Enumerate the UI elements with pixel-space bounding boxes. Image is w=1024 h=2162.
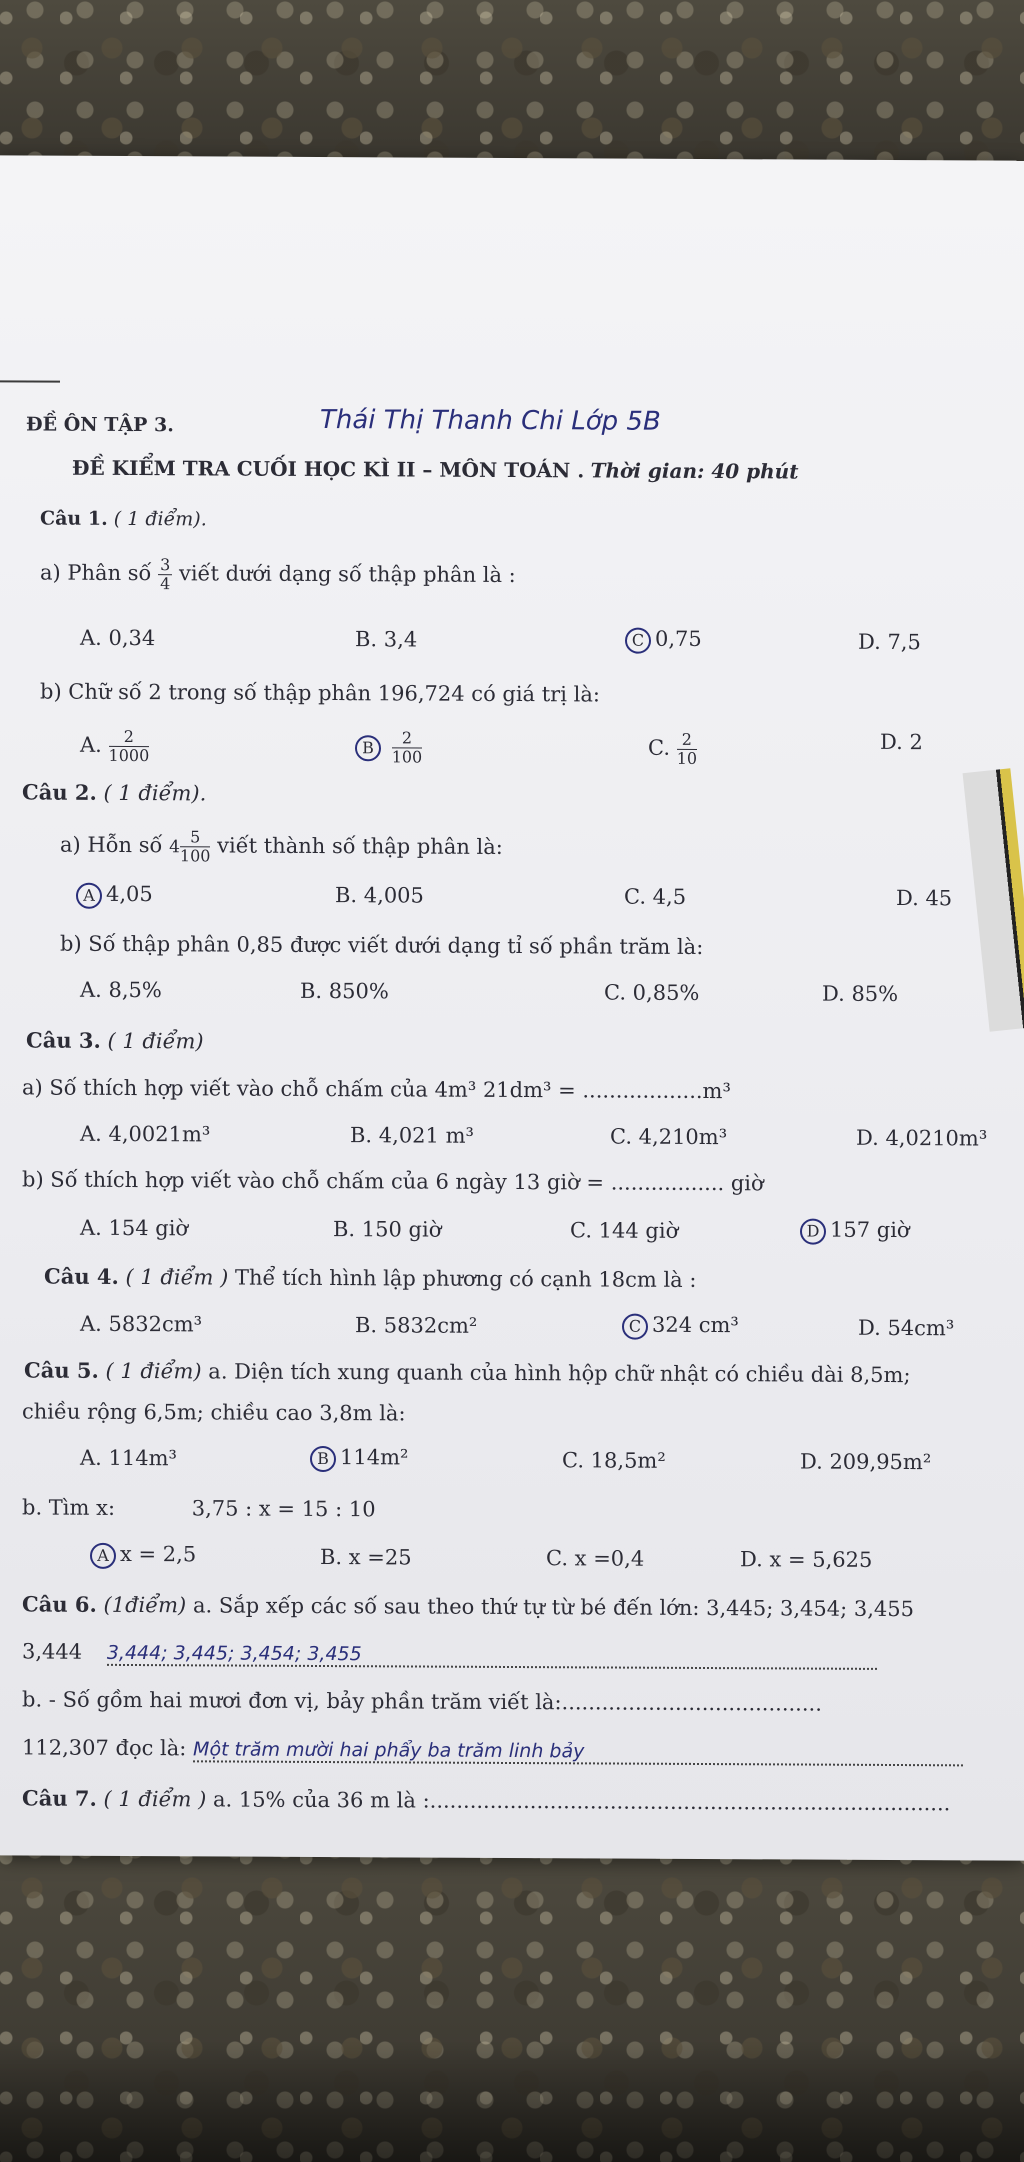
option-3a-B[interactable]: B. 4,021 m³ xyxy=(350,1123,474,1148)
question-1a-prefix: a) Phân số xyxy=(40,560,152,586)
question-6b-prefix: 112,307 đọc là: xyxy=(22,1735,187,1761)
question-7-points: ( 1 điểm ) xyxy=(103,1786,207,1812)
option-3a-D[interactable]: D. 4,0210m³ xyxy=(856,1125,988,1151)
circled-answer-icon: A xyxy=(76,882,102,908)
fraction-2-10 xyxy=(677,731,697,768)
option-1b-C[interactable] xyxy=(648,731,697,768)
question-3-label: Câu 3. xyxy=(26,1027,101,1053)
option-1b-C-label: C. xyxy=(648,735,670,760)
fraction-denominator: 1000 xyxy=(108,745,150,766)
question-6a-start: 3,444 xyxy=(22,1639,83,1664)
question-6a xyxy=(22,1591,914,1621)
option-4-C[interactable] xyxy=(622,1313,739,1340)
exam-title: ĐỀ KIỂM TRA CUỐI HỌC KÌ II – MÔN TOÁN . xyxy=(72,455,585,483)
question-5-points: ( 1 điểm) xyxy=(105,1358,202,1384)
option-1b-B[interactable] xyxy=(355,729,422,766)
option-1b-D[interactable]: D. 2 xyxy=(880,729,923,755)
mixed-number-whole: 4 xyxy=(169,837,180,858)
question-5a-line2: chiều rộng 6,5m; chiều cao 3,8m là: xyxy=(22,1399,406,1426)
option-1a-B[interactable]: B. 3,4 xyxy=(355,627,418,652)
circled-answer-icon: A xyxy=(90,1542,116,1568)
option-3b-A[interactable]: A. 154 giờ xyxy=(80,1215,189,1241)
question-6b: b. - Số gồm hai mươi đơn vị, bảy phần trăm viết là:....................................... xyxy=(22,1687,822,1716)
option-4-A[interactable]: A. 5832cm³ xyxy=(80,1311,203,1337)
circled-answer-icon: C xyxy=(622,1313,648,1339)
option-5b-D[interactable]: D. x = 5,625 xyxy=(740,1547,873,1572)
question-4-points: ( 1 điểm ) xyxy=(125,1264,229,1290)
fraction-5-100 xyxy=(180,828,211,865)
option-5a-A[interactable]: A. 114m³ xyxy=(80,1445,177,1471)
option-1b-A-label: A. xyxy=(80,732,102,757)
question-7 xyxy=(22,1785,950,1815)
question-4 xyxy=(44,1264,696,1292)
question-3-points: ( 1 điểm) xyxy=(107,1028,204,1054)
fraction-2-1000 xyxy=(109,728,150,765)
question-5b xyxy=(22,1495,376,1521)
option-2a-A-text: 4,05 xyxy=(106,881,153,907)
question-5a-text: a. Diện tích xung quanh của hình hộp chữ nhật có chiều dài 8,5m; xyxy=(208,1359,911,1388)
question-4-label: Câu 4. xyxy=(44,1263,119,1289)
option-4-B[interactable]: B. 5832cm² xyxy=(355,1313,478,1338)
question-7-label: Câu 7. xyxy=(22,1785,97,1811)
question-2-header xyxy=(22,779,206,805)
option-3a-A[interactable]: A. 4,0021m³ xyxy=(80,1121,211,1147)
circled-answer-icon: B xyxy=(355,735,381,761)
fraction-numerator: 2 xyxy=(677,731,697,750)
option-1a-A[interactable]: A. 0,34 xyxy=(80,625,156,651)
circled-answer-icon: D xyxy=(800,1218,826,1244)
question-1a-suffix: viết dưới dạng số thập phân là : xyxy=(178,561,516,588)
question-6-points: (1điểm) xyxy=(103,1592,187,1618)
option-5a-D[interactable]: D. 209,95m² xyxy=(800,1449,932,1475)
question-5-label: Câu 5. xyxy=(24,1357,99,1383)
fraction-2-100 xyxy=(392,729,423,766)
option-2a-B[interactable]: B. 4,005 xyxy=(335,883,424,908)
option-5a-C[interactable]: C. 18,5m² xyxy=(562,1448,666,1473)
option-5a-B[interactable] xyxy=(310,1445,408,1472)
exam-heading xyxy=(72,456,798,484)
fraction-denominator: 100 xyxy=(391,747,423,767)
fraction-numerator: 3 xyxy=(160,555,171,575)
fraction-numerator: 2 xyxy=(109,728,150,747)
option-5b-B[interactable]: B. x =25 xyxy=(320,1544,412,1570)
question-2a-prefix: a) Hỗn số xyxy=(60,832,163,858)
question-6-label: Câu 6. xyxy=(22,1591,97,1617)
fraction-denominator: 100 xyxy=(179,846,211,866)
student-name-handwriting: Thái Thị Thanh Chi Lớp 5B xyxy=(320,404,661,437)
page-title: ĐỀ ÔN TẬP 3. xyxy=(26,413,174,437)
question-1-label: Câu 1. xyxy=(40,507,108,530)
option-4-C-text: 324 cm³ xyxy=(652,1312,739,1338)
question-1a xyxy=(40,556,516,595)
circled-answer-icon: B xyxy=(310,1445,336,1471)
pen-mark xyxy=(0,380,60,382)
question-7-text: a. 15% của 36 m là :.............................................................................. xyxy=(212,1787,951,1816)
exam-paper xyxy=(0,155,1024,1860)
question-6a-text: a. Sắp xếp các số sau theo thứ tự từ bé đến lớn: 3,445; 3,454; 3,455 xyxy=(192,1593,914,1622)
option-2a-C[interactable]: C. 4,5 xyxy=(624,884,687,909)
question-1-points: ( 1 điểm). xyxy=(113,507,207,531)
option-2b-A[interactable]: A. 8,5% xyxy=(80,977,162,1003)
fraction-numerator: 5 xyxy=(180,828,211,847)
fraction-denominator: 10 xyxy=(676,748,698,768)
option-3b-D[interactable] xyxy=(800,1218,910,1245)
fraction-numerator: 2 xyxy=(392,729,423,748)
question-2-points: ( 1 điểm). xyxy=(103,780,207,806)
option-5b-A-text: x = 2,5 xyxy=(120,1541,197,1567)
question-5a-line1 xyxy=(24,1357,911,1387)
exam-time: Thời gian: 40 phút xyxy=(590,458,799,484)
question-2a-suffix: viết thành số thập phân là: xyxy=(217,833,503,859)
option-3b-B[interactable]: B. 150 giờ xyxy=(333,1217,442,1242)
option-1a-C[interactable] xyxy=(625,627,702,654)
question-5b-prefix: b. Tìm x: xyxy=(22,1495,116,1520)
fraction-3-4 xyxy=(158,556,172,593)
option-1b-A[interactable] xyxy=(80,728,149,765)
option-2b-B[interactable]: B. 850% xyxy=(300,978,389,1004)
fraction-denominator: 4 xyxy=(160,574,171,594)
option-5a-B-text: 114m² xyxy=(340,1445,409,1470)
question-1b: b) Chữ số 2 trong số thập phân 196,724 có giá trị là: xyxy=(40,679,600,707)
option-2a-D[interactable]: D. 45 xyxy=(896,886,953,911)
option-1a-C-text: 0,75 xyxy=(655,626,702,651)
question-6a-answer-line xyxy=(22,1639,877,1669)
option-1a-D[interactable]: D. 7,5 xyxy=(858,629,921,655)
question-6b-read-line xyxy=(22,1735,963,1766)
option-5b-C[interactable]: C. x =0,4 xyxy=(546,1546,645,1571)
answer-6a-handwriting[interactable]: 3,444; 3,445; 3,454; 3,455 xyxy=(107,1642,877,1670)
answer-6b-handwriting[interactable]: Một trăm mười hai phẩy ba trăm linh bảy xyxy=(193,1738,963,1766)
question-2a xyxy=(60,828,503,867)
question-3-header xyxy=(26,1027,204,1053)
option-5b-A[interactable] xyxy=(90,1542,196,1569)
option-3a-C[interactable]: C. 4,210m³ xyxy=(610,1124,728,1150)
question-3b: b) Số thích hợp viết vào chỗ chấm của 6 ngày 13 giờ = ................. giờ xyxy=(22,1167,764,1196)
option-2a-A[interactable] xyxy=(76,882,153,909)
question-2b: b) Số thập phân 0,85 được viết dưới dạng tỉ số phần trăm là: xyxy=(60,931,704,960)
option-4-D[interactable]: D. 54cm³ xyxy=(858,1315,955,1341)
option-3b-D-text: 157 giờ xyxy=(830,1217,910,1243)
question-2-label: Câu 2. xyxy=(22,779,97,805)
option-3b-C[interactable]: C. 144 giờ xyxy=(570,1218,679,1243)
background-shadow xyxy=(0,2040,1024,2162)
question-3a: a) Số thích hợp viết vào chỗ chấm của 4m³ 21dm³ = ..................m³ xyxy=(22,1075,731,1104)
question-1-header xyxy=(40,508,207,531)
circled-answer-icon: C xyxy=(625,627,651,653)
question-4-text: Thể tích hình lập phương có cạnh 18cm là : xyxy=(234,1265,697,1292)
question-5b-equation: 3,75 : x = 15 : 10 xyxy=(191,1496,376,1522)
option-2b-C[interactable]: C. 0,85% xyxy=(604,980,700,1005)
option-2b-D[interactable]: D. 85% xyxy=(822,981,899,1007)
